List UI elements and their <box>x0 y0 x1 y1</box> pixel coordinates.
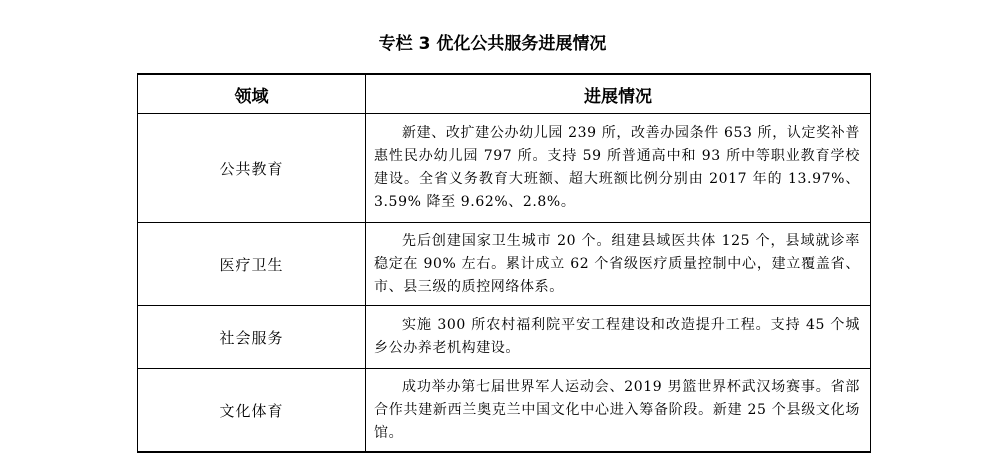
header-progress: 进展情况 <box>366 74 871 114</box>
page-title: 专栏 3 优化公共服务进展情况 <box>378 34 607 54</box>
row-field-health: 医疗卫生 <box>138 223 366 306</box>
row-progress-culture: 成功举办第七届世界军人运动会、2019 男篮世界杯武汉场赛事。省部合作共建新西兰奥克兰中国文化中心进入筹备阶段。新建 25 个县级文化场馆。 <box>366 369 871 453</box>
table-row <box>138 306 871 369</box>
row-progress-education: 新建、改扩建公办幼儿园 239 所，改善办园条件 653 所，认定奖补普惠性民办幼儿园 797 所。支持 59 所普通高中和 93 所中等职业教育学校建设。全省义务教育大班额、超大班额比例分别由 2017 年的 13.97%、3.59% 降至 9.62%、2.8%。 <box>366 114 871 223</box>
row-field-social: 社会服务 <box>138 306 366 369</box>
progress-table <box>137 73 871 453</box>
table-row <box>138 223 871 306</box>
row-field-culture: 文化体育 <box>138 369 366 453</box>
table-row <box>138 369 871 453</box>
table-header-row <box>138 74 871 114</box>
row-progress-social: 实施 300 所农村福利院平安工程建设和改造提升工程。支持 45 个城乡公办养老机构建设。 <box>366 306 871 369</box>
header-field: 领域 <box>138 74 366 114</box>
row-field-education: 公共教育 <box>138 114 366 223</box>
table-row <box>138 114 871 223</box>
row-progress-health: 先后创建国家卫生城市 20 个。组建县域医共体 125 个，县域就诊率稳定在 90% 左右。累计成立 62 个省级医疗质量控制中心，建立覆盖省、市、县三级的质控网络体系。 <box>366 223 871 306</box>
